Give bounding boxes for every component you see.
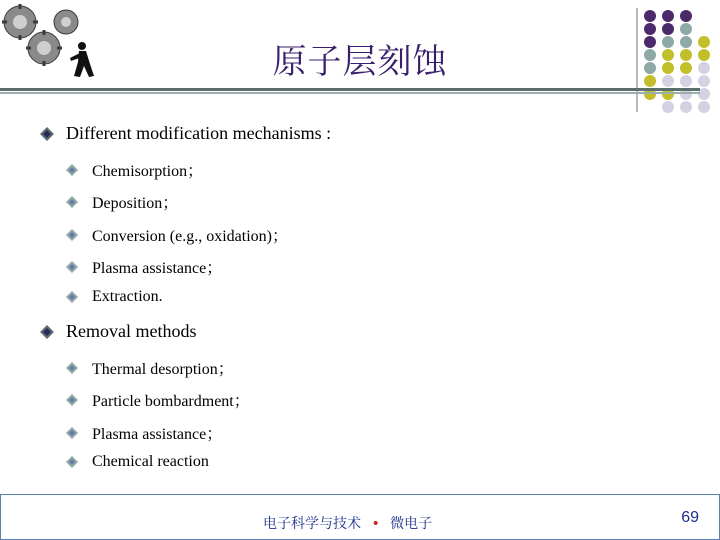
subbullet-item <box>66 288 163 306</box>
decoration-dot <box>644 10 656 22</box>
diamond-bullet-icon <box>66 164 78 176</box>
subbullet-item <box>66 388 250 411</box>
bullet-removal-methods <box>40 321 196 342</box>
decoration-dot <box>644 23 656 35</box>
decoration-dot <box>644 75 656 87</box>
decoration-dot <box>662 75 674 87</box>
footer-right-text: 微电子 <box>390 516 433 532</box>
decoration-dot <box>662 23 674 35</box>
footer-separator: • <box>371 516 380 532</box>
subbullet-item <box>66 453 209 471</box>
subbullet-text: Particle bombardment； <box>92 393 250 410</box>
diamond-bullet-icon <box>66 291 78 303</box>
subbullet-item <box>66 255 222 278</box>
diamond-bullet-icon <box>66 427 78 439</box>
decoration-dot <box>662 101 674 113</box>
decoration-dot <box>680 23 692 35</box>
decoration-dot <box>644 49 656 61</box>
diamond-bullet-icon <box>66 394 78 406</box>
subbullet-text: Thermal desorption； <box>92 361 234 378</box>
subbullet-text: Chemisorption； <box>92 163 204 180</box>
title-divider-line-secondary <box>0 92 700 94</box>
decoration-dot <box>662 36 674 48</box>
subbullet-text: Plasma assistance； <box>92 260 223 277</box>
decoration-dot <box>698 36 710 48</box>
subbullet-text: Deposition； <box>92 195 179 212</box>
bullet-text: Different modification mechanisms : <box>66 123 332 143</box>
title-divider-line <box>0 88 700 91</box>
decoration-dot <box>680 75 692 87</box>
bullet-modification-mechanisms <box>40 123 331 144</box>
subbullet-text: Plasma assistance； <box>92 426 223 443</box>
diamond-bullet-icon <box>40 325 54 339</box>
decoration-dot <box>662 62 674 74</box>
footer-left-text: 电子科学与技术 <box>263 516 361 532</box>
footer-caption <box>263 513 432 533</box>
decoration-dot <box>644 62 656 74</box>
bullet-text: Removal methods <box>66 321 197 341</box>
diamond-bullet-icon <box>66 456 78 468</box>
decoration-dot <box>680 62 692 74</box>
decoration-dot <box>698 101 710 113</box>
diamond-bullet-icon <box>66 229 78 241</box>
decoration-dot <box>644 36 656 48</box>
subbullet-text: Extraction. <box>92 288 163 305</box>
subbullet-item <box>66 421 222 444</box>
decoration-dot <box>662 10 674 22</box>
subbullet-item <box>66 356 234 379</box>
subbullet-text: Conversion (e.g., oxidation)； <box>92 228 288 245</box>
slide-title: 原子层刻蚀 <box>272 42 448 82</box>
diamond-bullet-icon <box>40 127 54 141</box>
decoration-dot <box>698 75 710 87</box>
decoration-dot <box>698 62 710 74</box>
diamond-bullet-icon <box>66 261 78 273</box>
subbullet-item <box>66 190 178 213</box>
page-number: 69 <box>681 509 699 526</box>
decoration-dot <box>680 10 692 22</box>
subbullet-item <box>66 158 203 181</box>
decoration-dot <box>680 49 692 61</box>
decoration-dot <box>680 101 692 113</box>
subbullet-item <box>66 223 288 246</box>
dot-grid-decoration-icon <box>636 6 720 118</box>
subbullet-text: Chemical reaction <box>92 453 209 470</box>
decoration-dot <box>698 49 710 61</box>
slide-footer <box>0 494 720 540</box>
diamond-bullet-icon <box>66 196 78 208</box>
title-divider-vertical <box>636 8 638 112</box>
decoration-dot <box>680 36 692 48</box>
decoration-dot <box>662 49 674 61</box>
diamond-bullet-icon <box>66 362 78 374</box>
